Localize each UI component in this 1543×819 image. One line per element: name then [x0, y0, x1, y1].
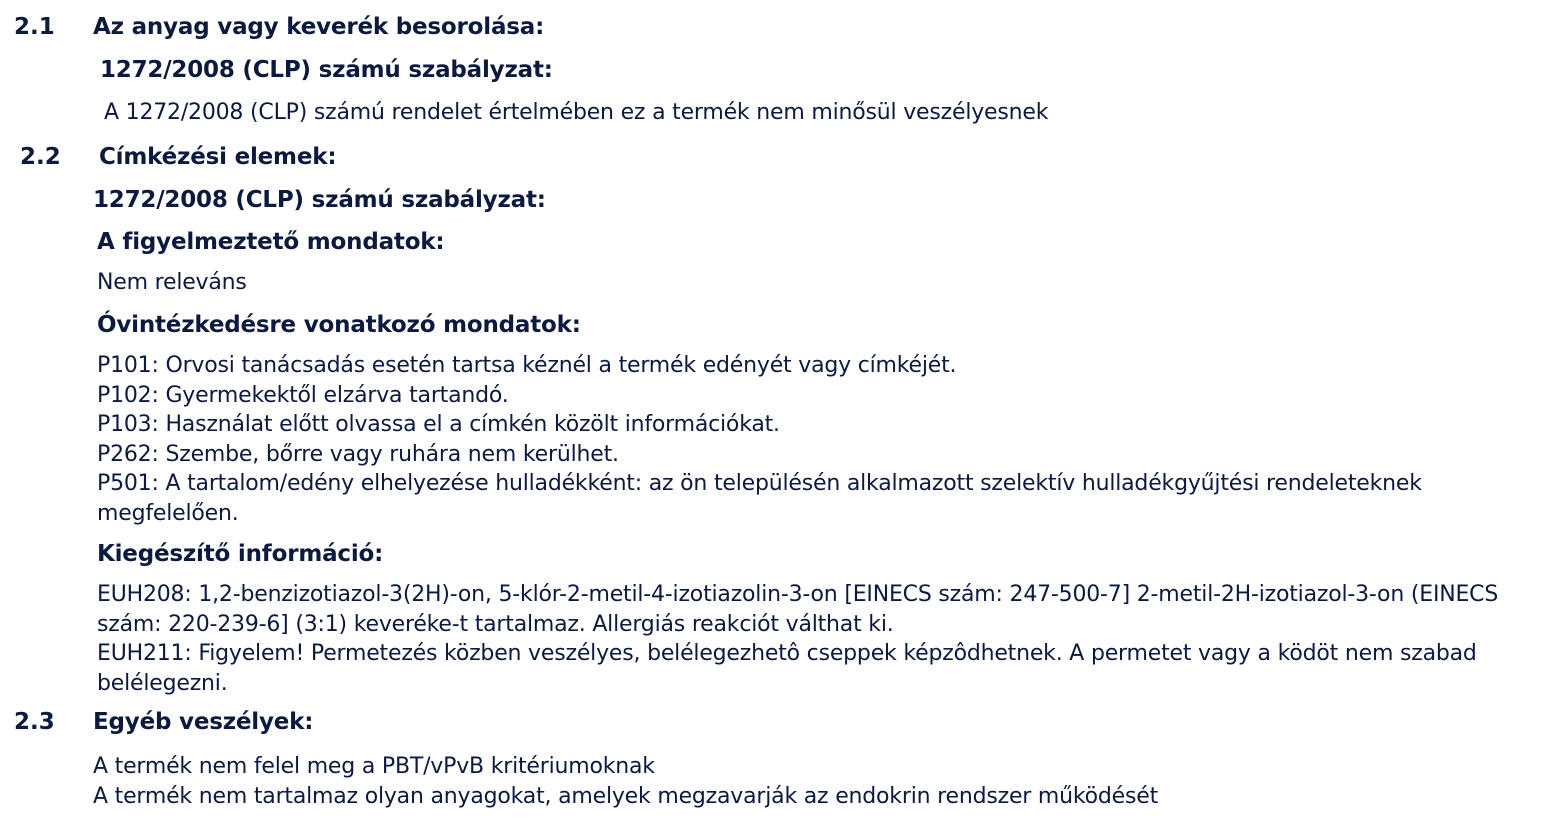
precautionary-statements-heading: Óvintézkedésre vonatkozó mondatok:	[97, 312, 581, 338]
section-2-1-regulation-heading: 1272/2008 (CLP) számú szabályzat:	[100, 57, 553, 83]
section-2-3-title: Egyéb veszélyek:	[93, 709, 314, 735]
section-2-1-title: Az anyag vagy keverék besorolása:	[93, 14, 545, 40]
euh211-line1: EUH211: Figyelem! Permetezés közben veszélyes, belélegezhetô cseppek képzôdhetnek. A permetet vagy a ködöt nem szabad	[97, 641, 1477, 666]
hazard-statements-text: Nem releváns	[97, 270, 247, 295]
precaution-p101: P101: Orvosi tanácsadás esetén tartsa kéznél a termék edényét vagy címkéjét.	[97, 353, 957, 378]
other-hazards-line1: A termék nem felel meg a PBT/vPvB kritériumoknak	[93, 754, 655, 779]
euh208-line1: EUH208: 1,2-benzizotiazol-3(2H)-on, 5-klór-2-metil-4-izotiazolin-3-on [EINECS szám: 247-500-7] 2-metil-2H-izotiazol-3-on (EINECS	[97, 582, 1499, 607]
hazard-statements-heading: A figyelmeztető mondatok:	[97, 229, 445, 255]
section-2-1-number: 2.1	[14, 14, 55, 40]
section-2-2-regulation-heading: 1272/2008 (CLP) számú szabályzat:	[93, 187, 546, 213]
precaution-p262: P262: Szembe, bőrre vagy ruhára nem kerülhet.	[97, 442, 619, 467]
section-2-1-regulation-text: A 1272/2008 (CLP) számú rendelet értelmében ez a termék nem minősül veszélyesnek	[104, 100, 1049, 125]
section-2-2-number: 2.2	[20, 144, 61, 170]
precaution-p103: P103: Használat előtt olvassa el a címkén közölt információkat.	[97, 412, 780, 437]
section-2-3-number: 2.3	[14, 709, 55, 735]
precaution-p102: P102: Gyermekektől elzárva tartandó.	[97, 383, 509, 408]
precaution-p501-line2: megfelelően.	[97, 501, 239, 526]
euh211-line2: belélegezni.	[97, 671, 228, 696]
supplemental-info-heading: Kiegészítő információ:	[97, 541, 384, 567]
other-hazards-line2: A termék nem tartalmaz olyan anyagokat, amelyek megzavarják az endokrin rendszer működését	[93, 784, 1159, 809]
precaution-p501-line1: P501: A tartalom/edény elhelyezése hulladékként: az ön településén alkalmazott szelektív hulladékgyűjtési rendeleteknek	[97, 471, 1422, 496]
section-2-2-title: Címkézési elemek:	[99, 144, 337, 170]
euh208-line2: szám: 220-239-6] (3:1) keveréke-t tartalmaz. Allergiás reakciót válthat ki.	[97, 612, 894, 637]
